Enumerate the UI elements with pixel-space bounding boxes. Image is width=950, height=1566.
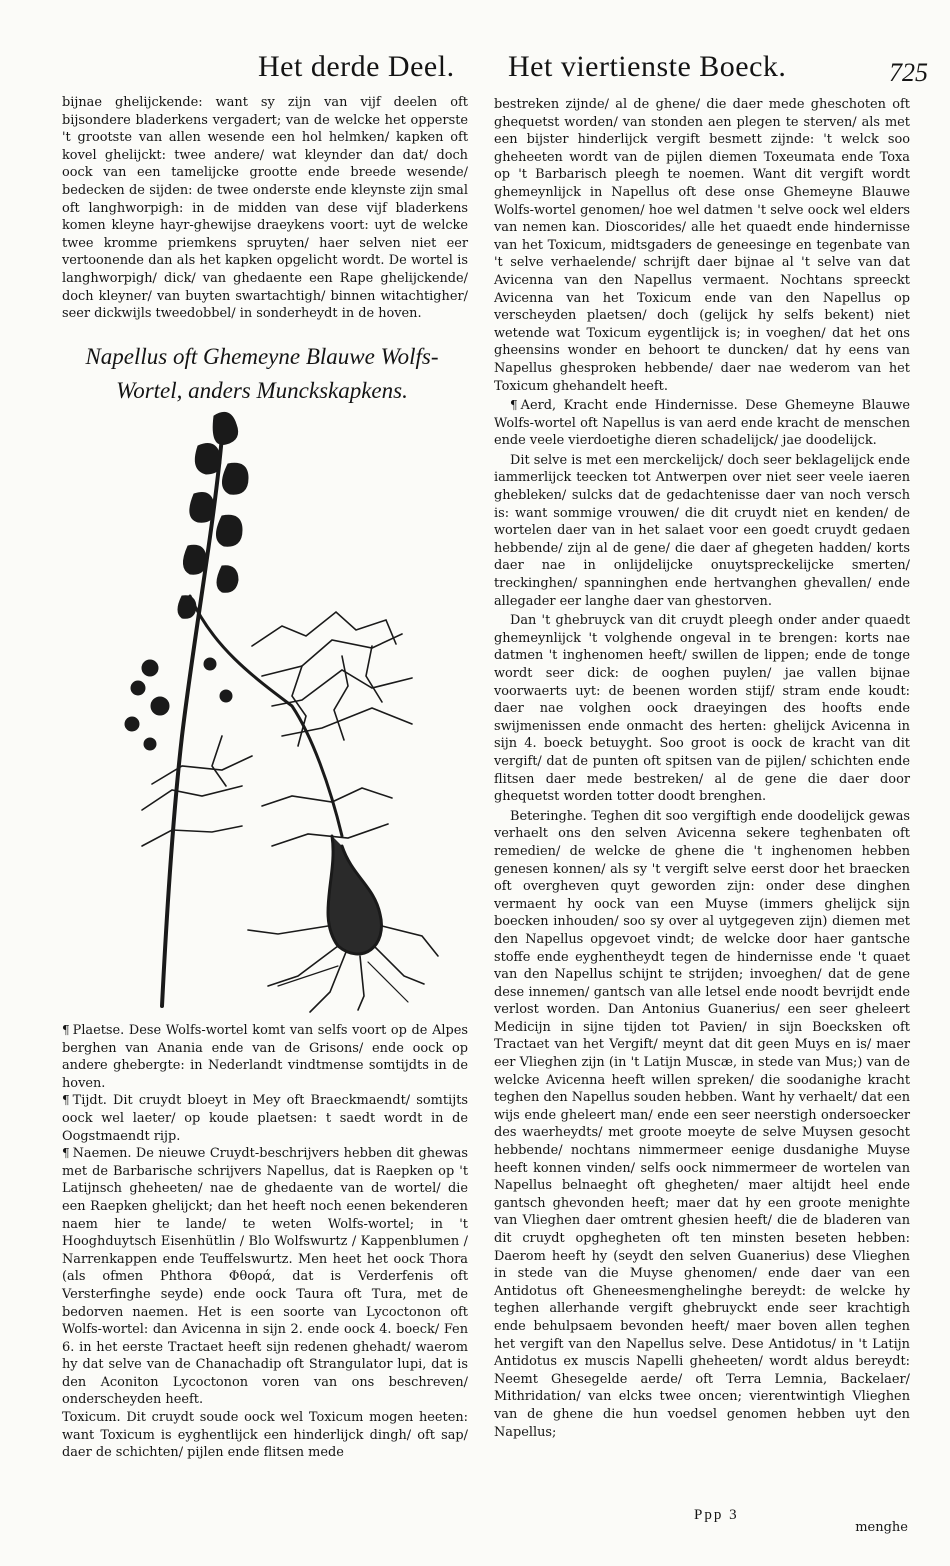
paragraph-text: Naemen. De nieuwe Cruydt-beschrijvers hebben dit ghewas met de Barbarische schrijvers Napellus, dat is Raepken op 't Latijnsch gheheeten/ nae de ghedaente van de wortel/ die een Raepken ghelijckt; dan het heeft noch eenen bekenderen naem hier te lande/ te weten Wolfs-wortel; in 't Hooghduytsch Eisenhütlin / Blo Wolfswurtz / Kappenblumen / Narrenkappen ende Teuffelswurtz. Men heet het oock Thora (als ofmen Phthora Φθορά, dat is Verderfenis oft Versterfinghe seyde) ende oock Taura oft Tura, met de bedorven naemen. Het is een soorte van Lycoctonon oft Wolfs-wortel: dan Avicenna in sijn 2. ende oock 4. boeck/ Fen 6. in het eerste Tractaet heeft sijn redenen ghehadt/ waerom hy dat selve van de Chanachadip oft Strangulator lupi, dat is den Aconiton Lycoctonon voren van ons beschreven/ onderscheyden heeft. bbox=[62, 1146, 468, 1408]
plant-heading-line: Napellus oft Ghemeyne Blauwe Wolfs- bbox=[85, 344, 439, 369]
paragraph: bestreken zijnde/ al de ghene/ die daer mede gheschoten oft ghequetst worden/ van stonden aen plegen te sterven/ als met een bijster hinderlijck vergift besmett zijnde: 't welck soo gheheeten wordt van de pijlen diemen Toxeumata ende Toxa op 't Barbarisch pleegh te noemen. Want dit vergift wordt ghemeynlijck in Napellus oft dese onse Ghemeyne Blauwe Wolfs-wortel genomen/ hoe wel datmen 't selve oock wel elders van nemen kan. Dioscorides/ alle het quaedt ende hindernisse van het Toxicum, midtsgaders de geneesinge en tegenbate van 't selve verhaelende/ schrijft daer bijnae al 't selve van dat Avicenna van den Napellus vermaent. Nochtans spreeckt Avicenna van het Toxicum ende van den Napellus op verscheyden plaetsen/ doch (gelijck hy selfs bekent) niet wetende wat Toxicum eygentlijck is; in voeghen/ dat het ons gheensins wonder en behoort te duncken/ dat hy eens van Napellus ghesproken hebbende/ daer nae wederom van het Toxicum ghehandelt heeft. bbox=[494, 97, 910, 394]
paragraph: Toxicum. Dit cruydt soude oock wel Toxicum mogen heeten: want Toxicum is eyghentlijck een hinderlijck dingh/ oft sap/ daer de schichten/ pijlen ende flitsen mede bbox=[62, 1410, 468, 1461]
paragraph-text: Plaetse. Dese Wolfs-wortel komt van selfs voort op de Alpes berghen van Anania ende van de Grisons/ ende oock op andere ghebergte: in Nederlandt vindtmense somtijdts in de hoven. bbox=[62, 1023, 468, 1091]
paragraph: bijnae ghelijckende: want sy zijn van vijf deelen oft bijsondere bladerkens vergadert; van de welcke het opperste 't grootste van allen wesende een hol helmken/ kapken oft kovel ghelijckt: twee andere/ wat kleynder dan dat/ doch oock van een tamelijcke grootte ende breede wesende/ bedecken de sijden: de twee onderste ende kleynste zijn smal oft langhworpigh: in de midden van dese vijf bladerkens komen kleyne hayr-ghewijse draeykens voort: uyt de welcke twee kromme priemkens spruyten/ haer selven niet eer vertoonende dan als het kapken opgelicht wordt. De wortel is langhworpigh/ dick/ van ghedaente een Rape ghelijckende/ doch kleyner/ van buyten swartachtigh/ binnen witachtigher/ seer dickwijls tweedobbel/ in sonderheydt in de hoven. bbox=[62, 95, 468, 322]
running-head-right: Het viertienste Boeck. bbox=[508, 50, 787, 83]
right-column bbox=[494, 96, 910, 1441]
running-head-left: Het derde Deel. bbox=[258, 50, 455, 83]
paragraph: Beteringhe. Teghen dit soo vergiftigh ende doodelijck gewas verhaelt ons den selven Avicenna sekere teghenbaten oft remedien/ de welcke de ghene die 't inghenomen hebben genesen konnen/ als sy 't vergift selve eerst door het braecken oft overgheven quyt geworden zijn: onder dese dinghen vermaent hy oock van een Muyse (immers ghelijck sijn boecken inhouden/ soo sy over al uytgegeven zijn) diemen met den Napellus opgevoet vindt; de welcke door haer gantsche stoffe ende eyghentheydt tegen de hindernisse ende 't quaet van den Napellus schijnt te strijden; invoeghen/ dat de gene dese innemen/ gantsch van alle letsel ende noodt bevrijdt ende verlost worden. Dan Antonius Guanerius/ een seer gheleert Medicijn in sijne tijden tot Pavien/ in sijn Boecksken oft Tractaet van het Vergift/ meynt dat dit geen Muys en is/ maer eer Vlieghen zijn (in 't Latijn Muscæ, in stede van Mus;) van de welcke Avicenna heeft willen spreken/ die soodanighe kracht teghen den Napellus souden hebben. Want hy verhaelt/ dat een wijs ende gheleert man/ ende een seer neerstigh ondersoecker des waerheydts/ met groote moeyte de selve Muysen gesocht hebbende/ nochtans nimmermeer eenige dusdanighe Muyse heeft konnen vinden/ selfs oock nimmermeer de wortelen van Napellus belnaeght oft ghegheten/ maer altijdt heel ende gantsch ghevonden heeft; maer dat hy een groote menighte van Vlieghen daer omtrent ghesien heeft/ die de bladeren van dit cruydt opghegheten oft ten minsten beseten hebben: Daerom heeft hy (seydt den selven Guanerius) dese Vlieghen in stede van die Muyse ghenomen/ ende daer van een Antidotus oft Gheneesmenghelinghe bereydt: de welcke hy teghen allerhande vergift ghebruyckt ende seer krachtigh ende behulpsaem bevonden heeft/ maer boven allen teghen het vergift van den Napellus selve. Dese Antidotus/ in 't Latijn Antidotus ex muscis Napelli gheheeten/ wordt aldus bereydt: Neemt Ghesegelde aerde/ oft Terra Lemnia, Backelaer/ Mithridation/ van elcks twee oncen; vierentwintigh Vlieghen van de ghene die hun voedsel genomen hebben uyt den Napellus; bbox=[494, 808, 910, 1440]
paragraph: ¶ Plaetse. Dese Wolfs-wortel komt van selfs voort op de Alpes berghen van Anania ende van de Grisons/ ende oock op andere ghebergte: in Nederlandt vindtmense somtijdts in de hoven. bbox=[62, 1023, 468, 1091]
signature-mark: Ppp 3 bbox=[694, 1507, 739, 1523]
catchword: menghe bbox=[855, 1520, 908, 1535]
paragraph: ¶ Aerd, Kracht ende Hindernisse. Dese Ghemeyne Blauwe Wolfs-wortel oft Napellus is van aerd ende kracht de menschen ende veele vierdoetighe dieren schadelijck/ jae doodelijck. bbox=[494, 398, 910, 449]
flower-cluster bbox=[178, 412, 248, 618]
left-column-bottom bbox=[62, 1022, 468, 1462]
plant-heading bbox=[62, 340, 462, 408]
plant-heading-line: Wortel, anders Munckskapkens. bbox=[116, 378, 408, 403]
paragraph: ¶ Naemen. De nieuwe Cruydt-beschrijvers hebben dit ghewas met de Barbarische schrijvers Napellus, dat is Raepken op 't Latijnsch gheheeten/ nae de ghedaente van de wortel/ die een Raepken ghelijckt; dan het heeft noch eenen bekenderen naem hier te lande/ te weten Wolfs-wortel; in 't Hooghduytsch Eisenhütlin / Blo Wolfswurtz / Kappenblumen / Narrenkappen ende Teuffelswurtz. Men heet het oock Thora (als ofmen Phthora Φθορά, dat is Verderfenis oft Versterfinghe seyde) ende oock Taura oft Tura, met de bedorven naemen. Het is een soorte van Lycoctonon oft Wolfs-wortel: dan Avicenna in sijn 2. ende oock 4. boeck/ Fen 6. in het eerste Tractaet heeft sijn redenen ghehadt/ waerom hy dat selve van de Chanachadip oft Strangulator lupi, dat is den Aconiton Lycoctonon voren van ons beschreven/ onderscheyden heeft. bbox=[62, 1146, 468, 1408]
side-flowers bbox=[125, 658, 232, 750]
paragraph: ¶ Tijdt. Dit cruydt bloeyt in Mey oft Braeckmaendt/ somtijts oock wel laeter/ op koude plaetsen: t saedt wordt in de Oogstmaendt rijp. bbox=[62, 1093, 468, 1144]
aconite-woodcut-illustration bbox=[102, 406, 442, 1016]
paragraph-text: Tijdt. Dit cruydt bloeyt in Mey oft Braeckmaendt/ somtijts oock wel laeter/ op koude plaetsen: t saedt wordt in de Oogstmaendt rijp. bbox=[62, 1093, 468, 1144]
left-column-top bbox=[62, 94, 468, 323]
tuberous-root bbox=[248, 836, 438, 1012]
page-number: 725 bbox=[889, 58, 928, 87]
plant-stem bbox=[162, 436, 222, 1006]
paragraph: Dan 't ghebruyck van dit cruydt pleegh onder ander quaedt ghemeynlijck 't volghende ongeval in te brengen: korts nae datmen 't inghenomen heeft/ swillen de lippen; ende de tonge wordt seer dick: de ooghen puylen/ jae vallen bijnae voorwaerts uyt: de beenen worden stijf/ stram ende koudt: daer nae volghen oock draeyingen des hoofts ende swijmenissen ende onmacht des herten: ghelijck Avicenna in sijn 4. boeck betuyght. Soo groot is oock de kracht van dit vergift/ dat de punten oft spitsen van de pijlen/ schichten ende flitsen daer mede bestreken/ al de gene die daer door ghequetst worden totter doodt brenghen. bbox=[494, 613, 910, 805]
paragraph-text: Aerd, Kracht ende Hindernisse. Dese Ghemeyne Blauwe Wolfs-wortel oft Napellus is van aerd ende kracht de menschen ende veele vierdoetighe dieren schadelijck/ jae doodelijck. bbox=[494, 398, 910, 449]
paragraph: Dit selve is met een merckelijck/ doch seer beklagelijck ende iammerlijck teecken tot Antwerpen over niet seer veele iaeren ghebleken/ sulcks dat de gedachtenisse daer van noch versch is: want sommige vrouwen/ die dit cruydt niet en kenden/ de wortelen daer van in het salaet voor een goedt cruydt gedaen hebbende/ zijn al de gene/ die daer af ghegeten hadden/ korts daer nae in onlijdelijcke onuytspreckelijcke smerten/ treckinghen/ spanninghen ende hertvanghen ghevallen/ ende allegader eer langhe daer van ghestorven. bbox=[494, 452, 910, 609]
